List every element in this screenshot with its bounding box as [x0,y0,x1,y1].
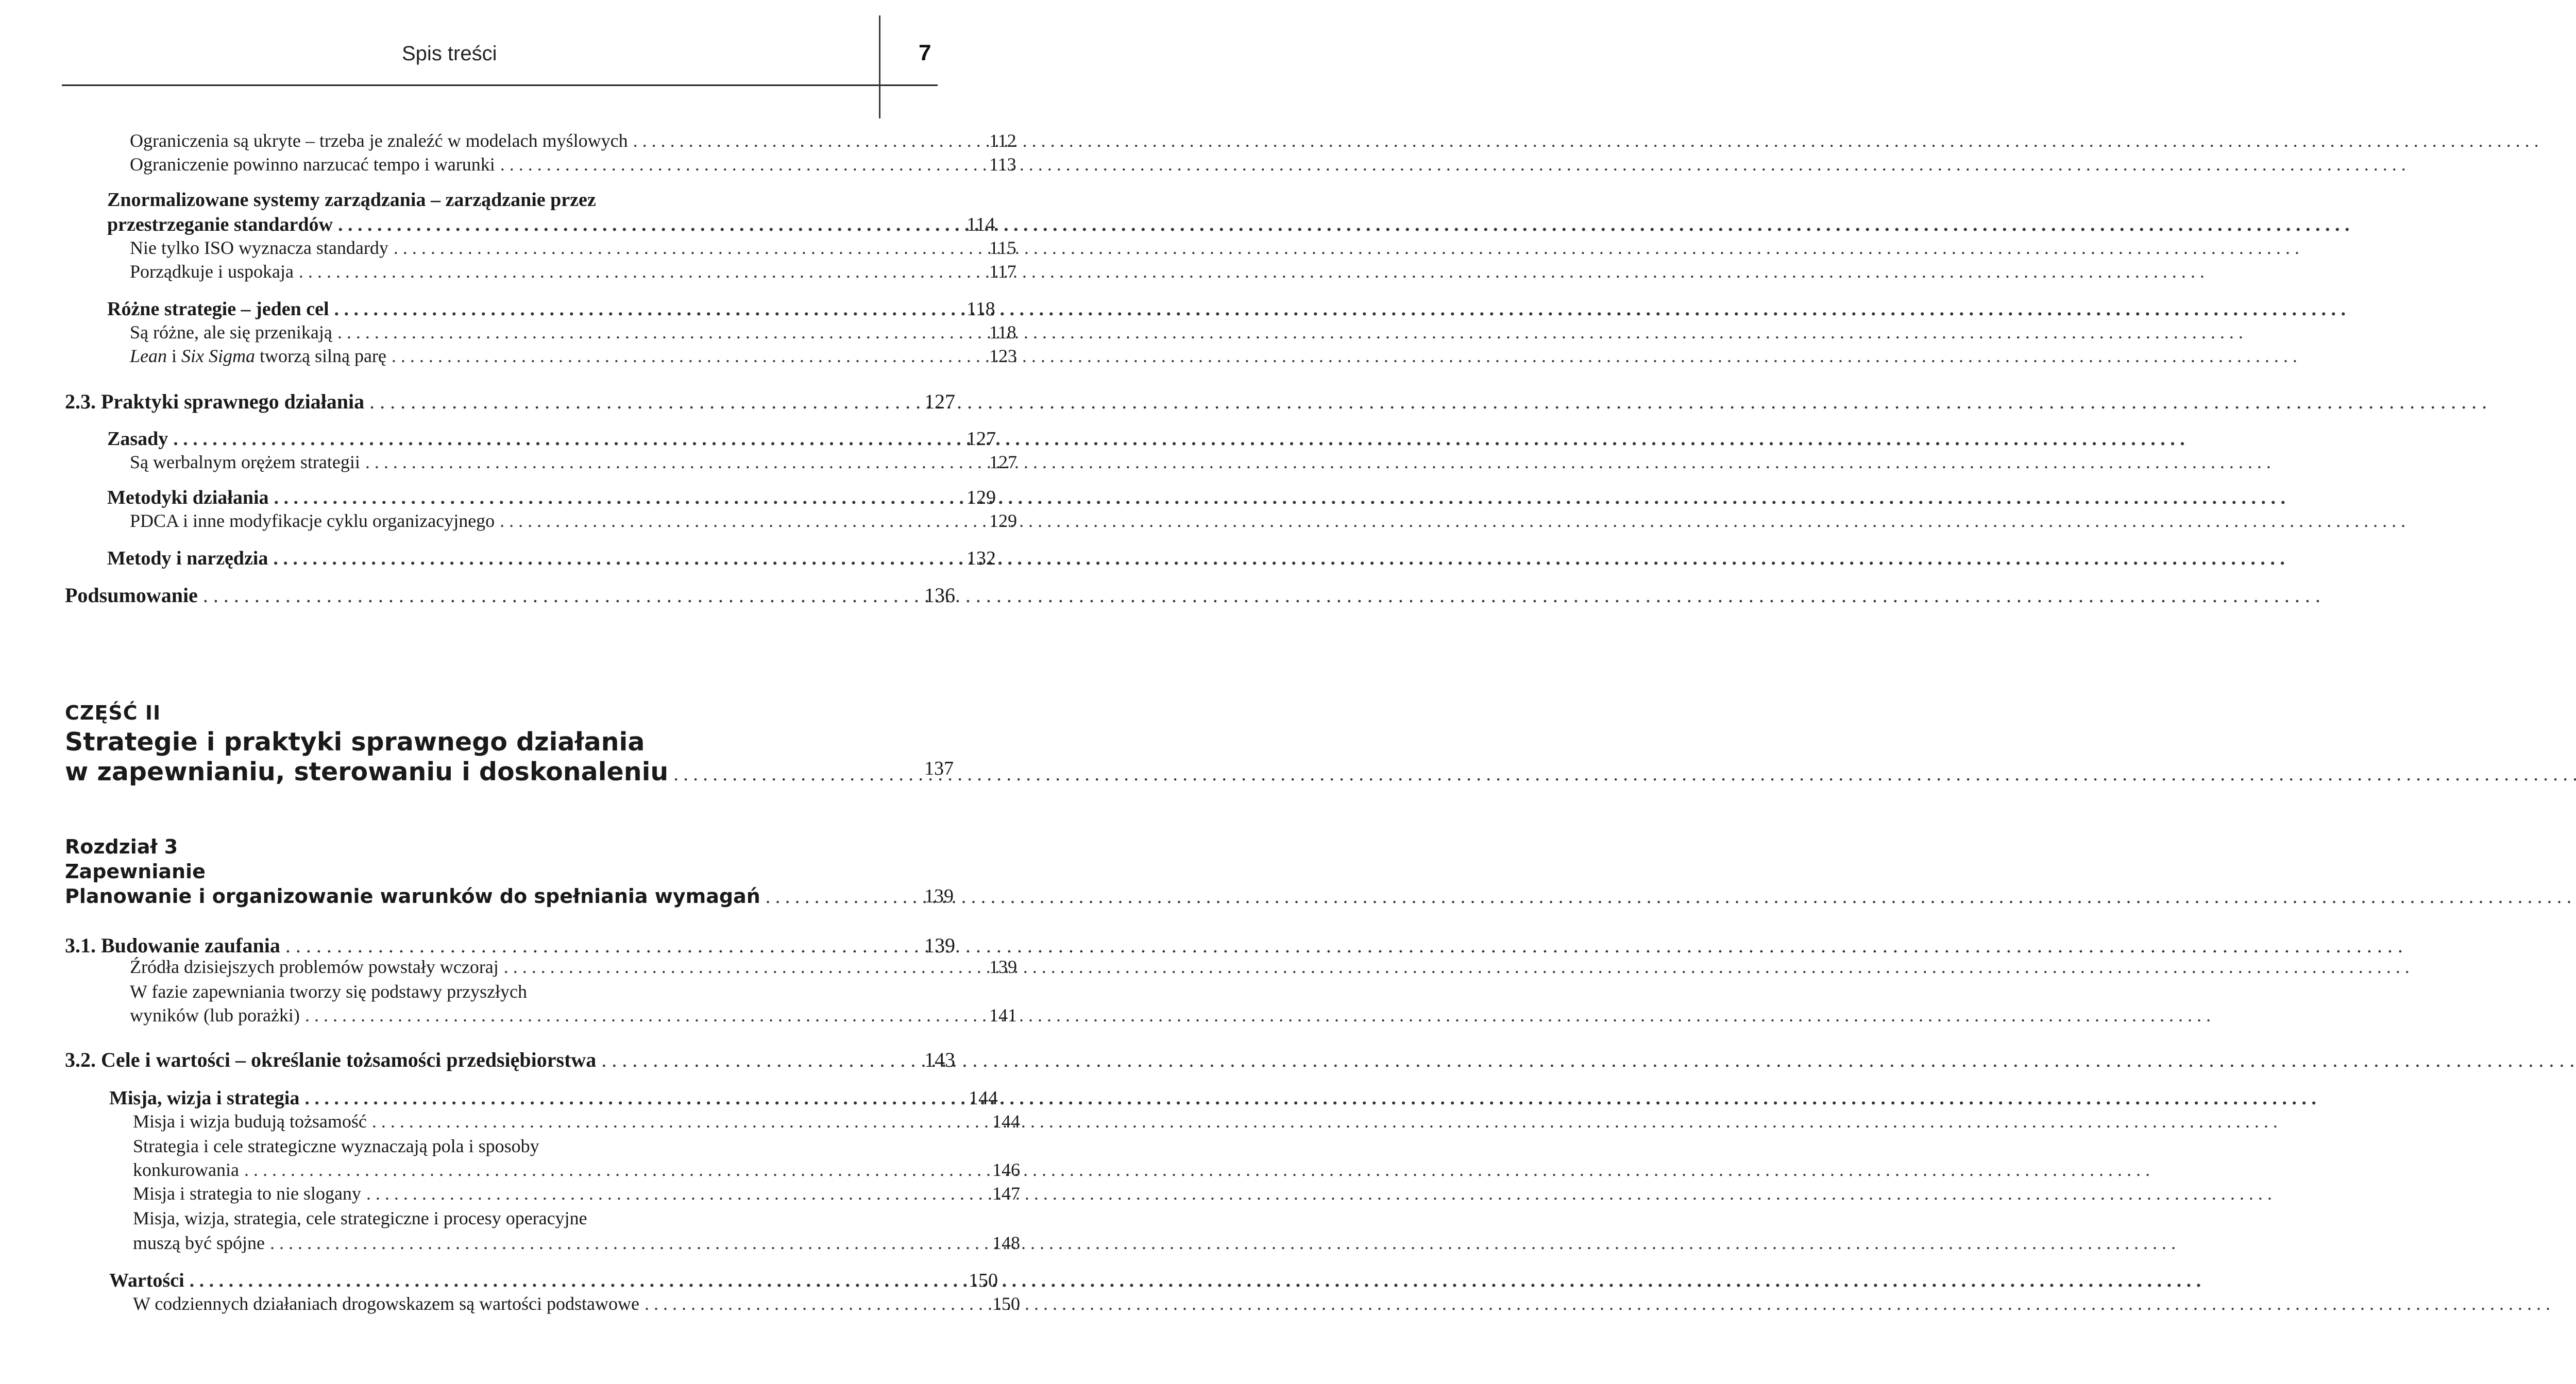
header-rule [62,84,938,86]
toc-entry[interactable]: przestrzeganie standardów . . . 114 [107,213,817,236]
page-number: 7 [919,40,931,65]
toc-entry[interactable]: Porządkuje i uspokaja . . . 117 [130,261,817,282]
toc-entry[interactable]: Wartości . . . 150 [109,1269,817,1292]
chapter-entry[interactable]: Planowanie i organizowanie warunków do spełniania wymagań . . . 139 [65,885,817,908]
toc-entry[interactable]: Źródła dzisiejszych problemów powstały wczoraj . . . 139 [130,956,817,978]
toc-entry[interactable]: Misja, wizja i strategia . . . 144 [109,1087,817,1109]
chapter-title: Zapewnianie [65,860,206,883]
toc-entry[interactable]: PDCA i inne modyfikacje cyklu organizacyjnego . . . 129 [130,510,817,532]
part-label: CZĘŚĆ II [65,702,161,724]
toc-entry[interactable]: W codziennych działaniach drogowskazem są wartości podstawowe . . . 150 [133,1293,817,1314]
toc-entry[interactable]: Ograniczenie powinno narzucać tempo i warunki . . . 113 [130,153,817,175]
toc-entry[interactable]: konkurowania . . . 146 [133,1159,817,1181]
toc-entry[interactable]: Misja i wizja budują tożsamość . . . 144 [133,1110,817,1132]
toc-section-entry[interactable]: 3.2. Cele i wartości – określanie tożsamości przedsiębiorstwa . . . 143 [65,1048,817,1072]
running-head-title: Spis treści [402,42,497,65]
toc-entry[interactable]: Lean i Six Sigma tworzą silną parę . . . 123 [130,345,817,367]
chapter-label: Rozdział 3 [65,835,178,858]
toc-entry[interactable]: Metodyki działania . . . 129 [107,486,817,509]
toc-entry[interactable]: Nie tylko ISO wyznacza standardy . . . 115 [130,237,817,259]
toc-entry[interactable]: Zasady . . . 127 [107,428,817,450]
toc-entry[interactable]: Różne strategie – jeden cel . . . 118 [107,298,817,320]
toc-entry[interactable]: muszą być spójne . . . 148 [133,1232,817,1254]
toc-entry[interactable]: wyników (lub porażki) . . . 141 [130,1004,817,1026]
toc-entry[interactable]: Są różne, ale się przenikają . . . 118 [130,321,817,343]
header-vertical-rule [879,15,880,118]
toc-entry[interactable]: Metody i narzędzia . . . 132 [107,547,817,570]
toc-entry-line: Misja, wizja, strategia, cele strategiczne i procesy operacyjne [133,1208,587,1228]
toc-entry-line: Strategia i cele strategiczne wyznaczają pola i sposoby [133,1136,539,1156]
toc-entry[interactable]: Misja i strategia to nie slogany . . . 147 [133,1183,817,1204]
toc-entry[interactable]: Ograniczenia są ukryte – trzeba je znaleźć w modelach myślowych . . . 112 [130,130,817,151]
toc-entry[interactable]: Są werbalnym orężem strategii . . . 127 [130,451,817,473]
toc-section-entry[interactable]: 3.1. Budowanie zaufania . . . 139 [65,933,817,958]
part-title-entry[interactable]: w zapewnianiu, sterowaniu i doskonaleniu . . . 137 [65,757,817,787]
part-title-line: Strategie i praktyki sprawnego działania [65,727,645,757]
toc-section-entry[interactable]: 2.3. Praktyki sprawnego działania . . . 127 [65,389,817,414]
toc-entry-line: W fazie zapewniania tworzy się podstawy przyszłych [130,981,528,1002]
toc-entry-line: Znormalizowane systemy zarządzania – zarządzanie przez [107,189,596,211]
toc-section-entry[interactable]: Podsumowanie . . . 136 [65,583,817,607]
